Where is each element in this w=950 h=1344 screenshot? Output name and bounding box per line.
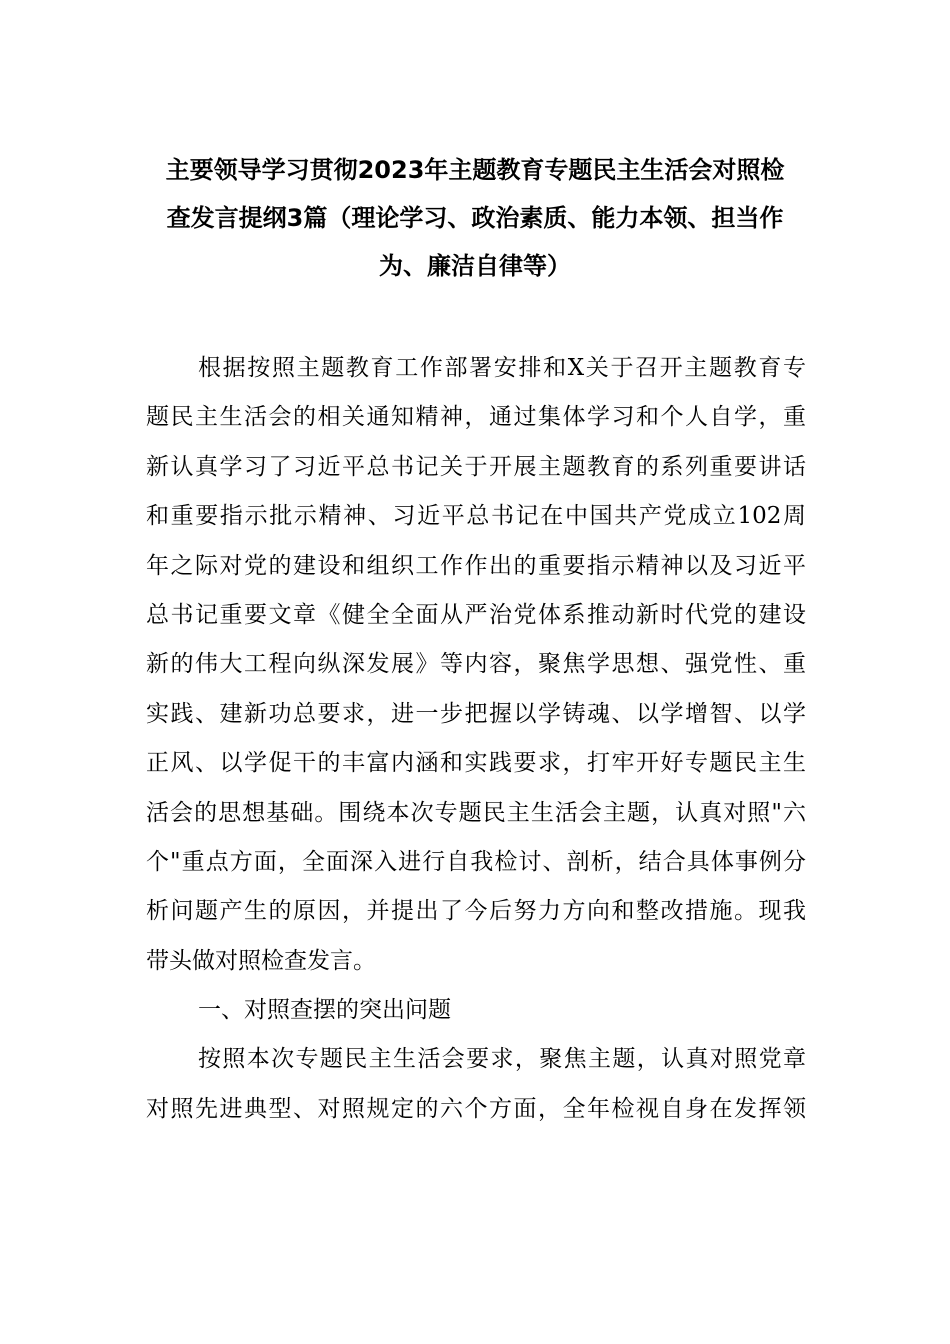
title-line: 为、廉洁自律等）: [379, 252, 571, 280]
paragraph-line: 根据按照主题教育工作部署安排和X关于召开主题教育专: [198, 355, 806, 381]
paragraph-line: 总书记重要文章《健全全面从严治党体系推动新时代党的建设: [146, 601, 806, 628]
paragraph-line: 新认真学习了习近平总书记关于开展主题教育的系列重要讲话: [146, 453, 806, 480]
paragraph-line: 题民主生活会的相关通知精神，通过集体学习和个人自学，重: [146, 404, 806, 431]
paragraph-line: 按照本次专题民主生活会要求，聚焦主题，认真对照党章: [198, 1046, 806, 1073]
paragraph-line: 新的伟大工程向纵深发展》等内容，聚焦学思想、强党性、重: [146, 651, 806, 678]
paragraph-line: 年之际对党的建设和组织工作作出的重要指示精神以及习近平: [146, 552, 806, 579]
document-title: [140, 146, 810, 290]
document-body: [146, 344, 806, 1134]
paragraph-line: 析问题产生的原因，并提出了今后努力方向和整改措施。现我: [146, 898, 806, 925]
paragraph-line: 正风、以学促干的丰富内涵和实践要求，打牢开好专题民主生: [146, 750, 806, 777]
paragraph-line: 活会的思想基础。围绕本次专题民主生活会主题，认真对照"六: [146, 799, 806, 826]
paragraph-line: 对照先进典型、对照规定的六个方面，全年检视自身在发挥领: [146, 1095, 806, 1122]
title-line: 查发言提纲3篇（理论学习、政治素质、能力本领、担当作: [166, 204, 784, 232]
paragraph-line: 实践、建新功总要求，进一步把握以学铸魂、以学增智、以学: [146, 700, 806, 727]
title-line: 主要领导学习贯彻2023年主题教育专题民主生活会对照检: [165, 156, 785, 184]
paragraph-line: 个"重点方面，全面深入进行自我检讨、剖析，结合具体事例分: [146, 848, 806, 875]
paragraph-line: 带头做对照检查发言。: [146, 947, 376, 974]
paragraph-line: 和重要指示批示精神、习近平总书记在中国共产党成立102周: [146, 503, 806, 530]
section-heading: 一、对照查摆的突出问题: [198, 997, 451, 1024]
